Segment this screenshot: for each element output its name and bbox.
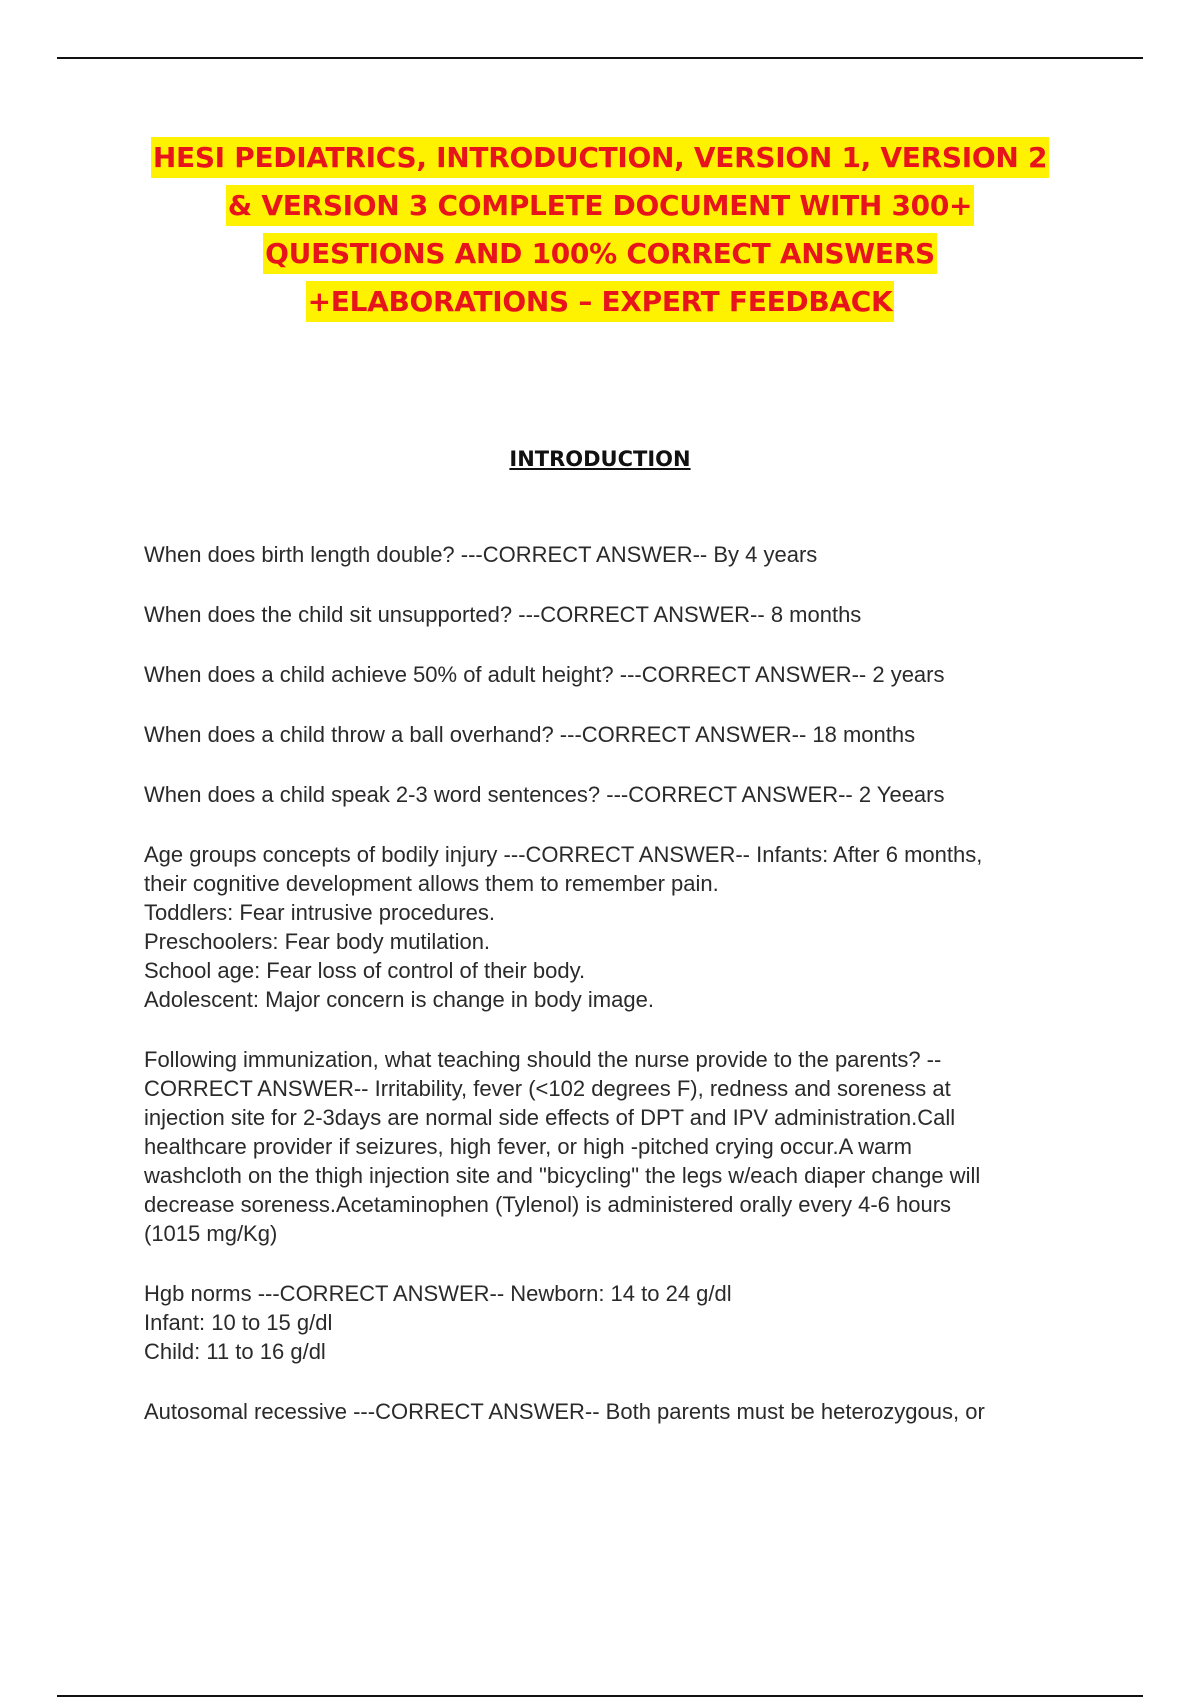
document-title bbox=[130, 134, 1070, 326]
qa-text-line: Child: 11 to 16 g/dl bbox=[144, 1339, 326, 1364]
qa-text-line: When does the child sit unsupported? ---CORRECT ANSWER-- 8 months bbox=[144, 602, 862, 627]
section-heading: INTRODUCTION bbox=[509, 447, 691, 471]
qa-item bbox=[144, 1397, 1094, 1426]
qa-item bbox=[144, 600, 1094, 629]
title-line: +ELABORATIONS – EXPERT FEEDBACK bbox=[130, 278, 1070, 326]
title-line: & VERSION 3 COMPLETE DOCUMENT WITH 300+ bbox=[130, 182, 1070, 230]
qa-text-line: (1015 mg/Kg) bbox=[144, 1221, 278, 1246]
footer-rule bbox=[57, 1695, 1143, 1697]
qa-text-line: Following immunization, what teaching should the nurse provide to the parents? -- bbox=[144, 1047, 942, 1072]
qa-text-line: injection site for 2-3days are normal side effects of DPT and IPV administration.Call bbox=[144, 1105, 956, 1130]
qa-text-line: School age: Fear loss of control of their body. bbox=[144, 958, 586, 983]
qa-text-line: When does a child achieve 50% of adult height? ---CORRECT ANSWER-- 2 years bbox=[144, 662, 945, 687]
qa-text-line: Preschoolers: Fear body mutilation. bbox=[144, 929, 491, 954]
qa-text-line: When does a child speak 2-3 word sentences? ---CORRECT ANSWER-- 2 Yeears bbox=[144, 782, 945, 807]
qa-item bbox=[144, 780, 1094, 809]
qa-item bbox=[144, 660, 1094, 689]
qa-text-line: decrease soreness.Acetaminophen (Tylenol) is administered orally every 4-6 hours bbox=[144, 1192, 952, 1217]
qa-list bbox=[144, 540, 1094, 1457]
qa-text-line: Age groups concepts of bodily injury ---CORRECT ANSWER-- Infants: After 6 months, bbox=[144, 842, 983, 867]
qa-text-line: Infant: 10 to 15 g/dl bbox=[144, 1310, 333, 1335]
qa-item bbox=[144, 840, 1094, 1014]
qa-text-line: Autosomal recessive ---CORRECT ANSWER-- Both parents must be heterozygous, or bbox=[144, 1399, 985, 1424]
title-line: HESI PEDIATRICS, INTRODUCTION, VERSION 1, VERSION 2 bbox=[130, 134, 1070, 182]
qa-item bbox=[144, 540, 1094, 569]
qa-text-line: When does a child throw a ball overhand? ---CORRECT ANSWER-- 18 months bbox=[144, 722, 916, 747]
qa-text-line: Toddlers: Fear intrusive procedures. bbox=[144, 900, 495, 925]
qa-item bbox=[144, 1045, 1094, 1248]
qa-text-line: When does birth length double? ---CORRECT ANSWER-- By 4 years bbox=[144, 542, 818, 567]
qa-text-line: CORRECT ANSWER-- Irritability, fever (<102 degrees F), redness and soreness at bbox=[144, 1076, 951, 1101]
qa-text-line: Adolescent: Major concern is change in body image. bbox=[144, 987, 654, 1012]
qa-item bbox=[144, 1279, 1094, 1366]
qa-text-line: Hgb norms ---CORRECT ANSWER-- Newborn: 14 to 24 g/dl bbox=[144, 1281, 732, 1306]
qa-text-line: washcloth on the thigh injection site and "bicycling" the legs w/each diaper change will bbox=[144, 1163, 981, 1188]
qa-text-line: healthcare provider if seizures, high fever, or high -pitched crying occur.A warm bbox=[144, 1134, 912, 1159]
header-rule bbox=[57, 57, 1143, 59]
title-line: QUESTIONS AND 100% CORRECT ANSWERS bbox=[130, 230, 1070, 278]
qa-item bbox=[144, 720, 1094, 749]
qa-text-line: their cognitive development allows them to remember pain. bbox=[144, 871, 719, 896]
